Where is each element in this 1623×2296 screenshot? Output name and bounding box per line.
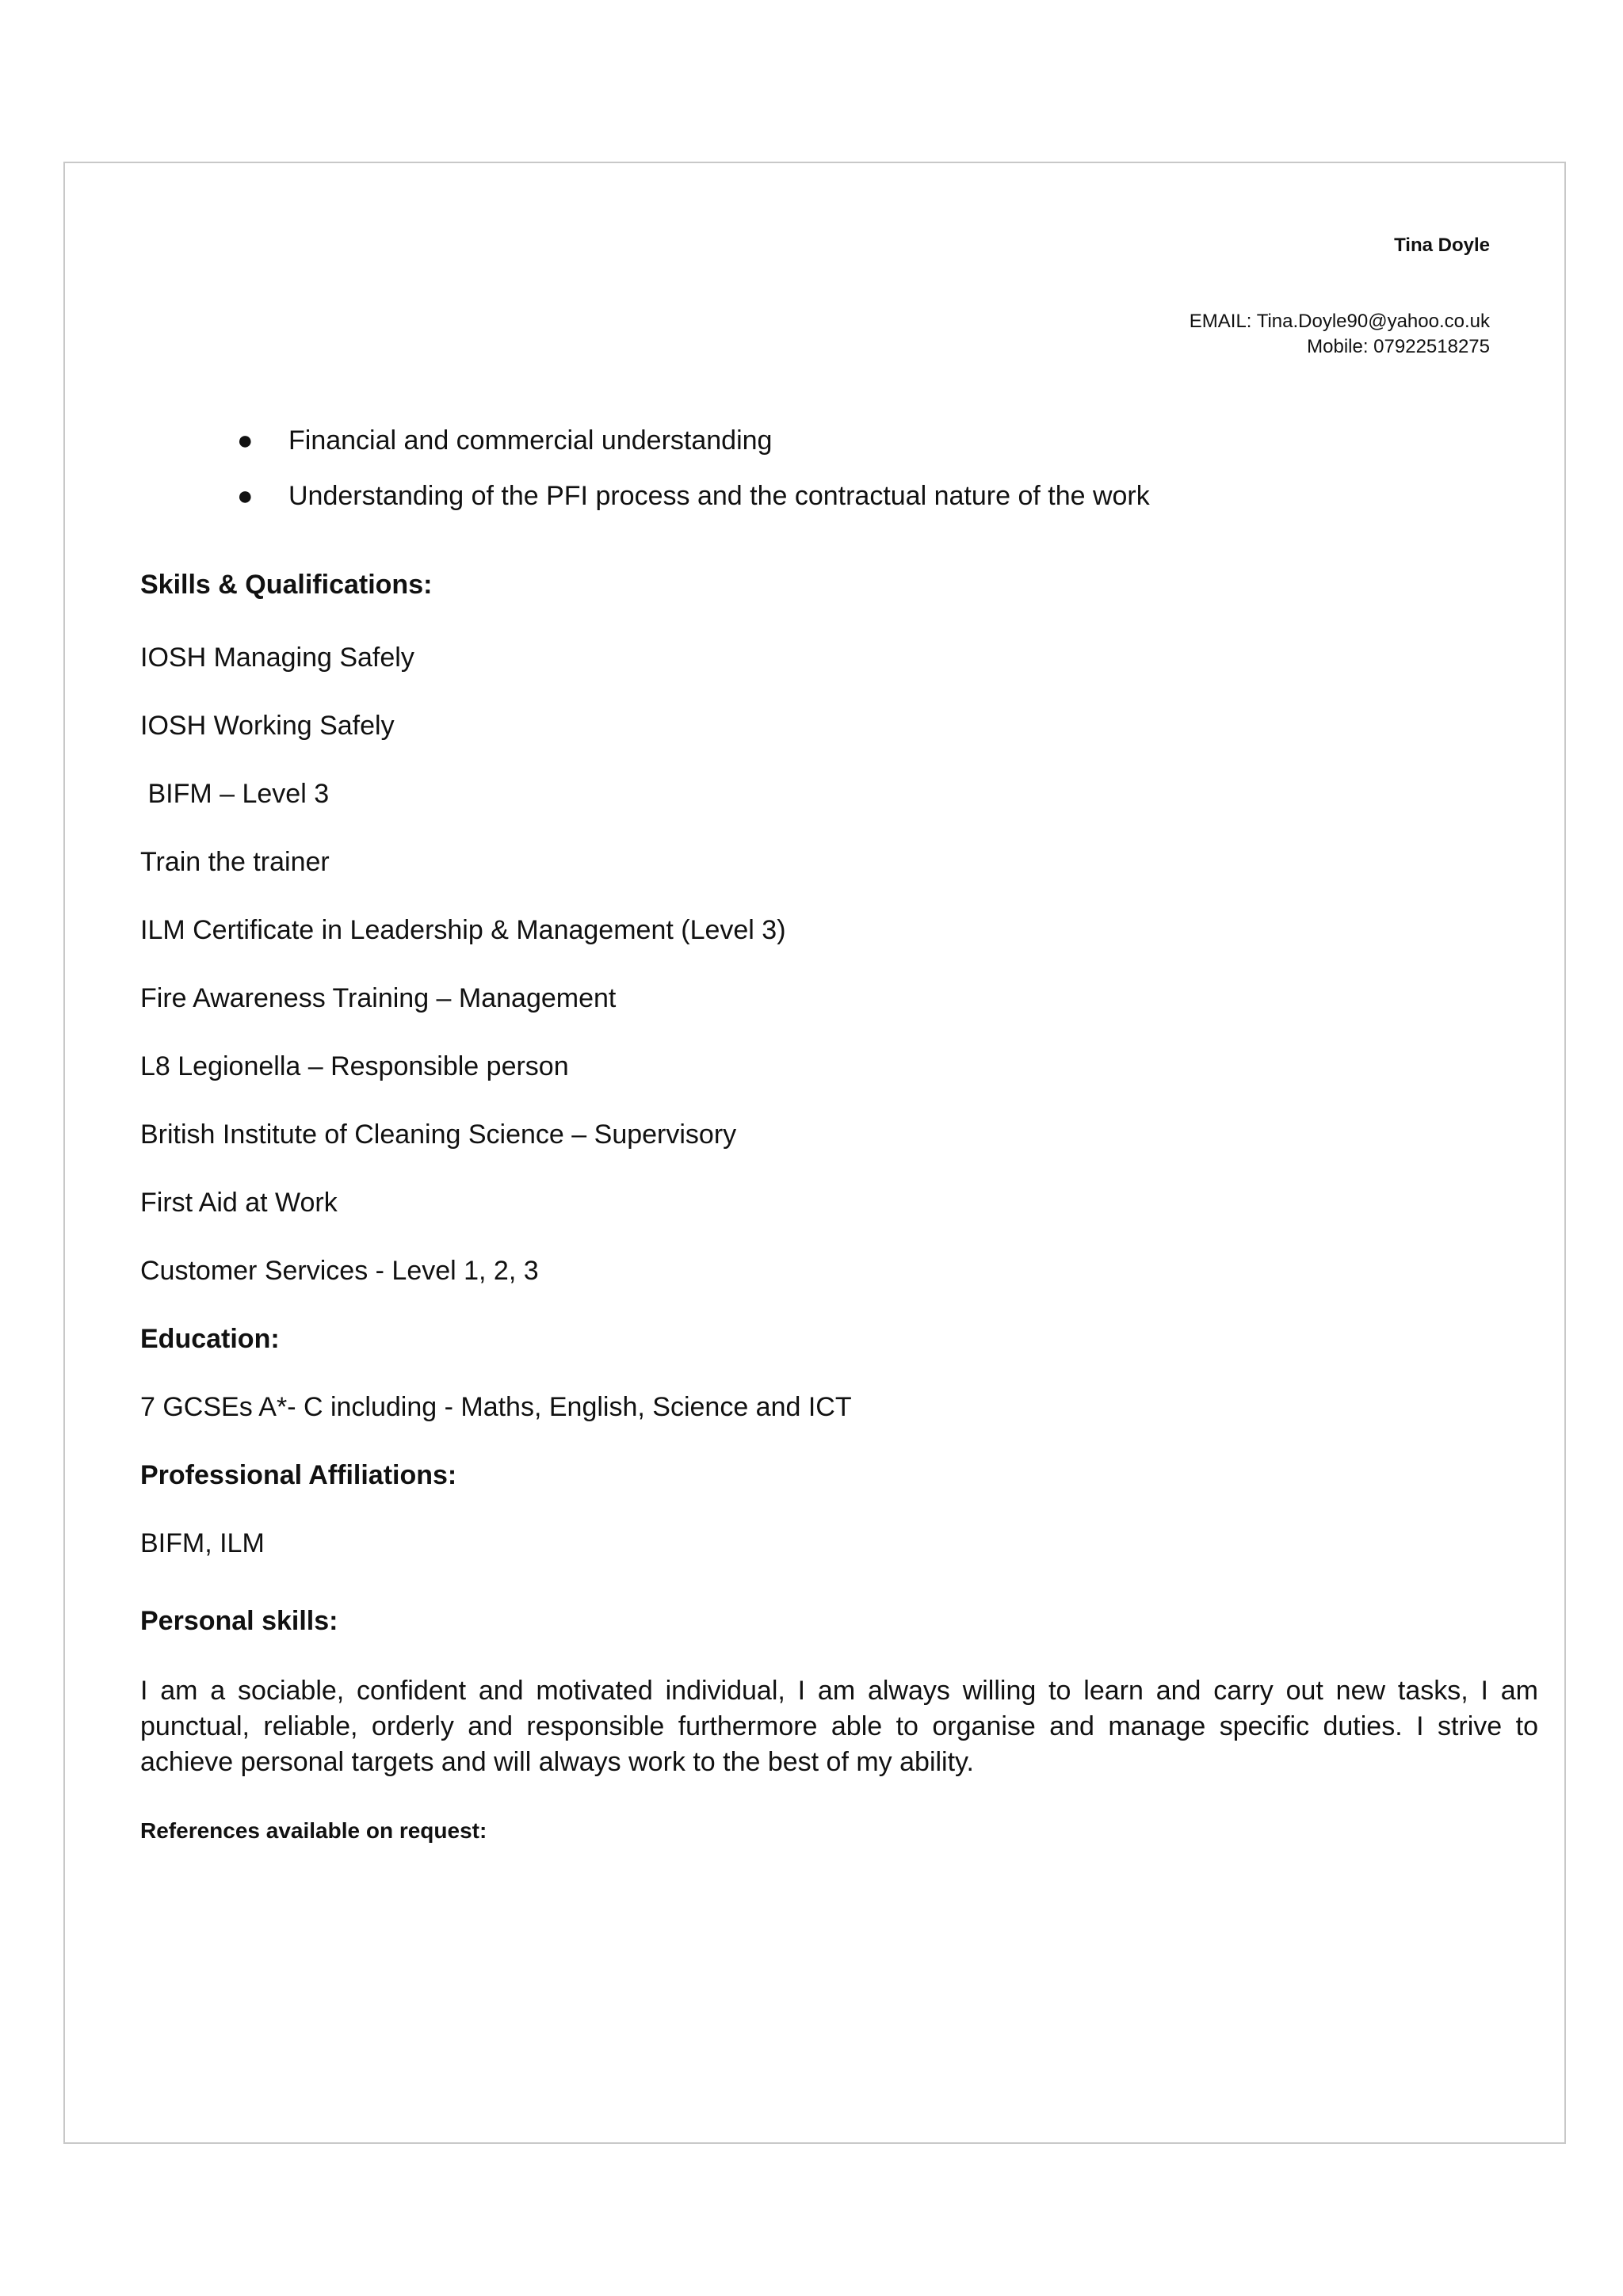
bullet-item [140, 475, 1538, 531]
education-heading: Education: [140, 1324, 280, 1354]
skill-item: First Aid at Work [140, 1188, 338, 1218]
bullet-list [140, 420, 1538, 531]
skill-item: L8 Legionella – Responsible person [140, 1051, 569, 1081]
affiliations-text: BIFM, ILM [140, 1528, 265, 1558]
skill-item: Fire Awareness Training – Management [140, 983, 617, 1013]
skill-item: IOSH Managing Safely [140, 643, 414, 673]
skill-item: IOSH Working Safely [140, 711, 395, 741]
contact-block [1190, 309, 1490, 360]
skill-item: BIFM – Level 3 [140, 779, 330, 809]
skills-heading: Skills & Qualifications: [140, 570, 433, 600]
email-line: EMAIL: Tina.Doyle90@yahoo.co.uk [1189, 311, 1490, 332]
skill-item: ILM Certificate in Leadership & Management (Level 3) [140, 915, 786, 945]
candidate-name: Tina Doyle [1394, 235, 1490, 256]
bullet-icon: ● [237, 425, 254, 456]
cv-content [140, 420, 1538, 1847]
bullet-text: Financial and commercial understanding [288, 425, 773, 456]
affiliations-heading: Professional Affiliations: [140, 1460, 457, 1490]
bullet-icon: ● [237, 481, 254, 511]
education-text: 7 GCSEs A*- C including - Maths, English, Science and ICT [140, 1392, 852, 1422]
bullet-item [140, 420, 1538, 475]
skill-item: Train the trainer [140, 847, 330, 877]
personal-skills-text: I am a sociable, confident and motivated individual, I am always willing to learn and carry out new tasks, I am punctual, reliable, orderly and responsible furthermore able to organise and manage specific duties. I strive to achieve personal targets and will always work to the best of my ability. [140, 1676, 1538, 1777]
skill-item: Customer Services - Level 1, 2, 3 [140, 1256, 539, 1286]
skill-item: British Institute of Cleaning Science – Supervisory [140, 1119, 737, 1150]
personal-skills-heading: Personal skills: [140, 1606, 338, 1636]
references-note: References available on request: [140, 1818, 487, 1843]
mobile-line: Mobile: 07922518275 [1307, 336, 1490, 357]
bullet-text: Understanding of the PFI process and the contractual nature of the work [288, 481, 1150, 511]
